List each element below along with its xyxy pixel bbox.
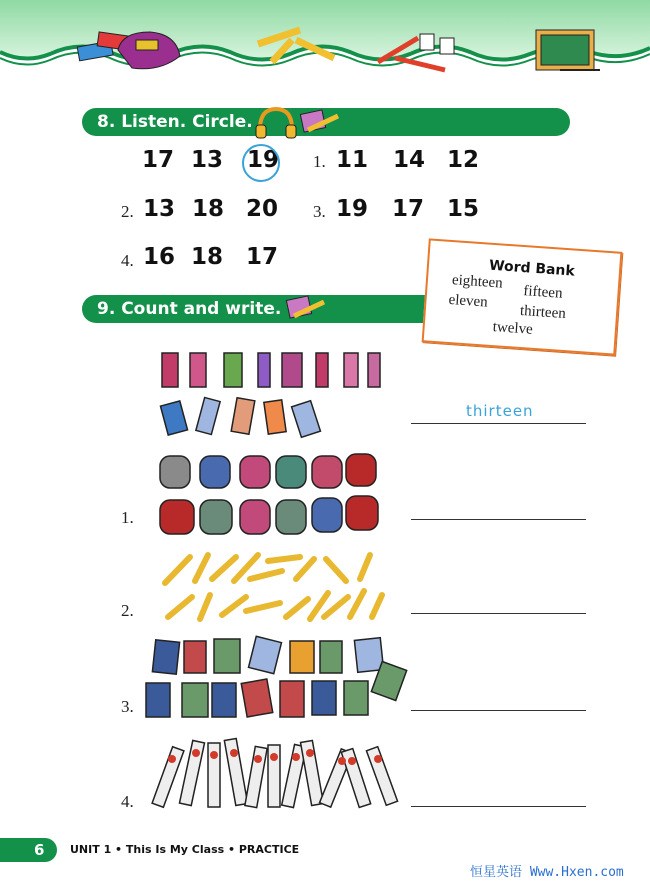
item-4-number-1[interactable]: 16 — [143, 244, 176, 270]
notebooks-picture — [140, 635, 420, 725]
backpacks-picture — [150, 450, 400, 540]
item-3-number-3[interactable]: 15 — [447, 196, 480, 222]
answer-line-4[interactable] — [411, 806, 586, 807]
example-number-2: 13 — [191, 147, 224, 173]
section9-title: 9. Count and write. — [97, 299, 282, 319]
page-number: 6 — [34, 841, 45, 859]
answer-line-1[interactable] — [411, 519, 586, 520]
word-bank-title: Word Bank — [488, 257, 576, 280]
item-1-number-1[interactable]: 11 — [336, 147, 369, 173]
item-3-number-2[interactable]: 17 — [392, 196, 425, 222]
answer-line-3[interactable] — [411, 710, 586, 711]
item-3-label: 3. — [313, 202, 326, 221]
item-1-number-3[interactable]: 12 — [447, 147, 480, 173]
pencil-paper-icon — [298, 108, 342, 136]
item-1-number-2[interactable]: 14 — [393, 147, 426, 173]
item-4-number-2[interactable]: 18 — [191, 244, 224, 270]
answer-circle — [242, 144, 280, 182]
word-bank-word: twelve — [492, 319, 534, 338]
word-bank-word: fifteen — [522, 283, 564, 302]
pencil-paper-icon — [284, 294, 328, 322]
item-4-number-3[interactable]: 17 — [246, 244, 279, 270]
answer-line-2[interactable] — [411, 613, 586, 614]
word-bank-word: eighteen — [451, 272, 504, 292]
answer-line-example — [411, 423, 586, 424]
markers-picture — [150, 735, 400, 815]
item-4-label: 4. — [121, 251, 134, 270]
section8-title: 8. Listen. Circle. — [97, 112, 253, 132]
row-3-label: 3. — [121, 697, 134, 716]
word-bank-word: eleven — [448, 291, 489, 311]
pencils-picture — [150, 545, 400, 630]
word-bank-word: thirteen — [519, 302, 567, 323]
watermark: 恒星英语 Www.Hxen.com — [470, 865, 624, 880]
headphones-icon — [254, 103, 298, 141]
item-2-number-1[interactable]: 13 — [143, 196, 176, 222]
item-2-label: 2. — [121, 202, 134, 221]
item-3-number-1[interactable]: 19 — [336, 196, 369, 222]
example-number-3: 19 — [247, 147, 280, 173]
books-picture — [150, 345, 400, 445]
page-number-badge — [0, 838, 57, 862]
example-number-1: 17 — [142, 147, 175, 173]
example-answer: thirteen — [466, 402, 534, 420]
word-bank — [422, 238, 623, 355]
row-2-label: 2. — [121, 601, 134, 620]
header-decoration — [0, 0, 650, 78]
item-2-number-3[interactable]: 20 — [246, 196, 279, 222]
footer-text: UNIT 1 • This Is My Class • PRACTICE — [70, 843, 300, 856]
item-2-number-2[interactable]: 18 — [192, 196, 225, 222]
item-1-label: 1. — [313, 152, 326, 171]
row-1-label: 1. — [121, 508, 134, 527]
row-4-label: 4. — [121, 792, 134, 811]
chalkboard-icon — [536, 30, 600, 70]
